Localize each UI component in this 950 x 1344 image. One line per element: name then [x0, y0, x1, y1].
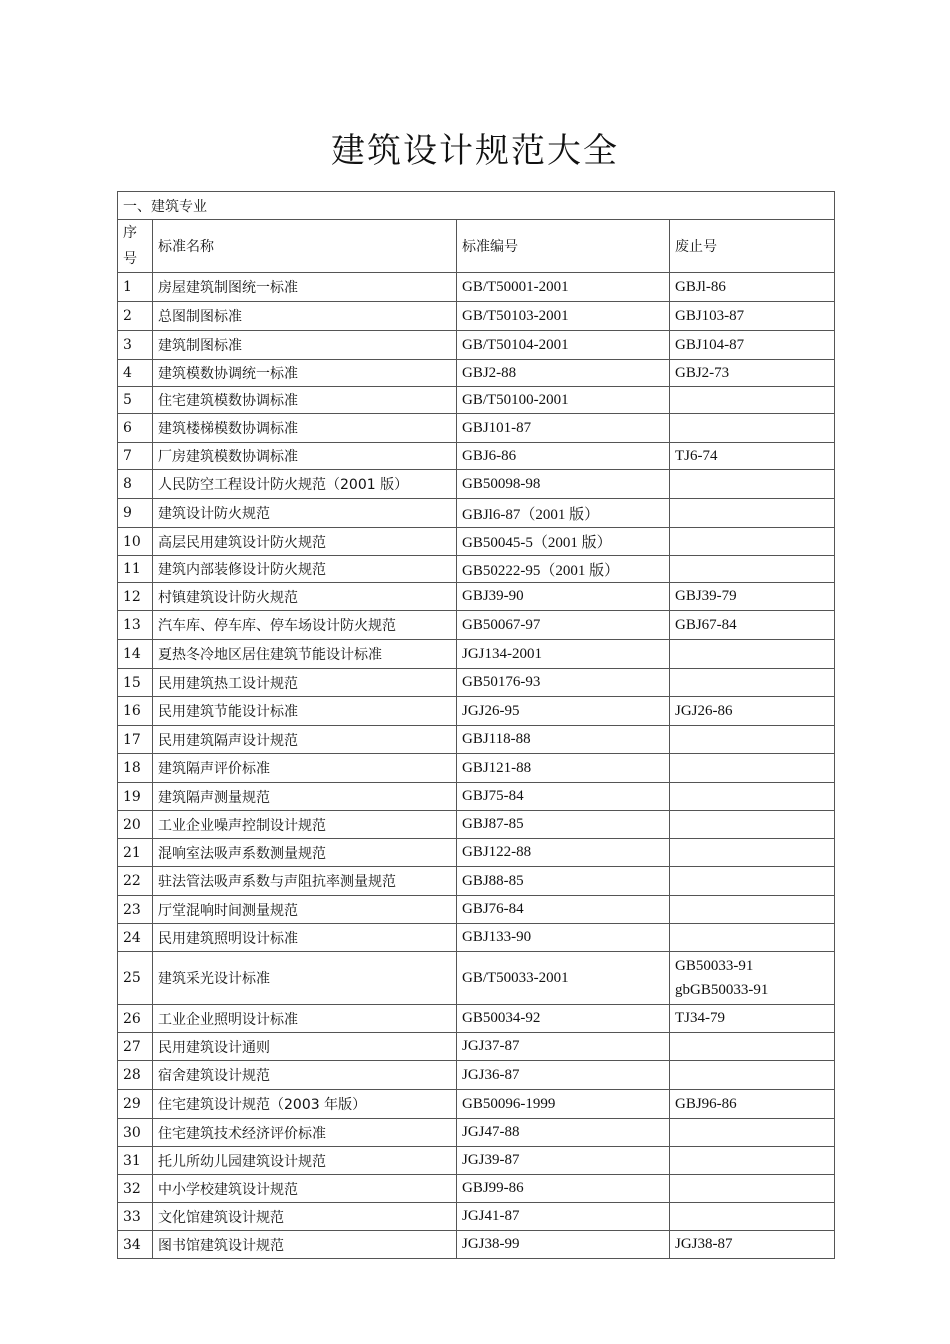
row-no: 15 [118, 669, 153, 697]
row-no: 22 [118, 867, 153, 896]
row-replaced [670, 1061, 835, 1090]
row-code: GB50045-5（2001 版） [457, 528, 670, 556]
row-name: 建筑模数协调统一标准 [153, 360, 457, 387]
table-row [118, 414, 835, 443]
row-replaced [670, 470, 835, 499]
row-replaced [670, 839, 835, 867]
table-row [118, 924, 835, 952]
row-name: 汽车库、停车库、停车场设计防火规范 [153, 611, 457, 640]
row-no: 32 [118, 1175, 153, 1203]
row-replaced [670, 811, 835, 839]
row-no: 4 [118, 360, 153, 387]
row-no: 16 [118, 697, 153, 726]
row-replaced [670, 1119, 835, 1147]
table-row [118, 470, 835, 499]
row-no: 6 [118, 414, 153, 443]
row-replaced [670, 896, 835, 924]
row-replaced [670, 754, 835, 783]
row-no: 33 [118, 1203, 153, 1231]
row-replaced [670, 387, 835, 414]
row-code: GBJ2-88 [457, 360, 670, 387]
table-row [118, 783, 835, 811]
row-replaced [670, 414, 835, 443]
row-replaced: GBJ104-87 [670, 331, 835, 360]
row-no: 7 [118, 443, 153, 470]
row-code: GB50098-98 [457, 470, 670, 499]
table-row [118, 556, 835, 583]
row-no: 30 [118, 1119, 153, 1147]
table-row [118, 1005, 835, 1033]
header-code: 标准编号 [457, 220, 670, 273]
table-row [118, 1119, 835, 1147]
table-row [118, 499, 835, 528]
row-replaced [670, 528, 835, 556]
row-code: JGJ134-2001 [457, 640, 670, 669]
row-name: 工业企业照明设计标准 [153, 1005, 457, 1033]
table-row [118, 443, 835, 470]
row-no: 17 [118, 726, 153, 754]
row-name: 建筑隔声评价标准 [153, 754, 457, 783]
row-code: GBJ87-85 [457, 811, 670, 839]
row-name: 民用建筑节能设计标准 [153, 697, 457, 726]
row-code: GBJl6-87（2001 版） [457, 499, 670, 528]
row-code: GBJ133-90 [457, 924, 670, 952]
row-code: GBJ75-84 [457, 783, 670, 811]
row-replaced: GBJ2-73 [670, 360, 835, 387]
row-name: 建筑采光设计标准 [153, 952, 457, 1005]
row-replaced: JGJ26-86 [670, 697, 835, 726]
row-name: 文化馆建筑设计规范 [153, 1203, 457, 1231]
row-name: 民用建筑设计通则 [153, 1033, 457, 1061]
table-row [118, 896, 835, 924]
table-row [118, 726, 835, 754]
row-code: GBJ88-85 [457, 867, 670, 896]
row-name: 高层民用建筑设计防火规范 [153, 528, 457, 556]
row-no: 34 [118, 1231, 153, 1259]
row-no: 2 [118, 302, 153, 331]
row-code: JGJ37-87 [457, 1033, 670, 1061]
row-name: 住宅建筑模数协调标准 [153, 387, 457, 414]
row-code: JGJ36-87 [457, 1061, 670, 1090]
row-name: 村镇建筑设计防火规范 [153, 583, 457, 611]
row-replaced [670, 640, 835, 669]
row-name: 图书馆建筑设计规范 [153, 1231, 457, 1259]
row-no: 24 [118, 924, 153, 952]
row-replaced [670, 1147, 835, 1175]
header-no: 序号 [118, 220, 153, 273]
row-replaced: TJ34-79 [670, 1005, 835, 1033]
standards-table [117, 191, 835, 1259]
row-replaced: GBJ39-79 [670, 583, 835, 611]
row-code: GB50067-97 [457, 611, 670, 640]
table-row [118, 811, 835, 839]
row-replaced [670, 499, 835, 528]
row-no: 23 [118, 896, 153, 924]
table-row [118, 669, 835, 697]
row-code: GB50034-92 [457, 1005, 670, 1033]
table-row [118, 1175, 835, 1203]
row-name: 住宅建筑技术经济评价标准 [153, 1119, 457, 1147]
section-heading: 一、建筑专业 [118, 192, 835, 220]
row-name: 混响室法吸声系数测量规范 [153, 839, 457, 867]
row-no: 18 [118, 754, 153, 783]
row-name: 建筑隔声测量规范 [153, 783, 457, 811]
row-replaced [670, 1175, 835, 1203]
table-row [118, 331, 835, 360]
row-code: JGJ41-87 [457, 1203, 670, 1231]
row-name: 房屋建筑制图统一标准 [153, 273, 457, 302]
row-replaced [670, 867, 835, 896]
row-no: 8 [118, 470, 153, 499]
table-row [118, 952, 835, 1005]
table-row [118, 387, 835, 414]
section-row [118, 192, 835, 220]
row-no: 10 [118, 528, 153, 556]
row-name: 厂房建筑模数协调标准 [153, 443, 457, 470]
row-no: 1 [118, 273, 153, 302]
row-name: 托儿所幼儿园建筑设计规范 [153, 1147, 457, 1175]
row-replaced: GBJ67-84 [670, 611, 835, 640]
row-replaced: GBJ103-87 [670, 302, 835, 331]
row-name: 建筑制图标准 [153, 331, 457, 360]
row-code: JGJ47-88 [457, 1119, 670, 1147]
row-no: 27 [118, 1033, 153, 1061]
table-row [118, 1090, 835, 1119]
row-name: 中小学校建筑设计规范 [153, 1175, 457, 1203]
row-name: 建筑楼梯模数协调标准 [153, 414, 457, 443]
row-name: 建筑设计防火规范 [153, 499, 457, 528]
row-code: GBJ99-86 [457, 1175, 670, 1203]
table-row [118, 1203, 835, 1231]
row-replaced [670, 924, 835, 952]
page-title: 建筑设计规范大全 [331, 130, 619, 171]
row-replaced: GBJl-86 [670, 273, 835, 302]
row-code: GB/T50001-2001 [457, 273, 670, 302]
table-row [118, 302, 835, 331]
row-no: 13 [118, 611, 153, 640]
table-row [118, 1231, 835, 1259]
table-row [118, 360, 835, 387]
row-code: GB50222-95（2001 版） [457, 556, 670, 583]
row-name: 民用建筑热工设计规范 [153, 669, 457, 697]
row-no: 31 [118, 1147, 153, 1175]
row-no: 11 [118, 556, 153, 583]
row-code: JGJ39-87 [457, 1147, 670, 1175]
row-code: GB50096-1999 [457, 1090, 670, 1119]
row-no: 3 [118, 331, 153, 360]
row-no: 25 [118, 952, 153, 1005]
table-row [118, 697, 835, 726]
row-code: GBJ122-88 [457, 839, 670, 867]
table-row [118, 640, 835, 669]
row-name: 民用建筑隔声设计规范 [153, 726, 457, 754]
row-code: GBJ118-88 [457, 726, 670, 754]
row-code: JGJ38-99 [457, 1231, 670, 1259]
row-name: 建筑内部装修设计防火规范 [153, 556, 457, 583]
row-name: 工业企业噪声控制设计规范 [153, 811, 457, 839]
row-name: 驻法管法吸声系数与声阻抗率测量规范 [153, 867, 457, 896]
row-no: 28 [118, 1061, 153, 1090]
row-no: 21 [118, 839, 153, 867]
row-no: 26 [118, 1005, 153, 1033]
row-code: GB/T50104-2001 [457, 331, 670, 360]
table-row [118, 867, 835, 896]
header-replaced: 废止号 [670, 220, 835, 273]
table-row [118, 1061, 835, 1090]
row-name: 宿舍建筑设计规范 [153, 1061, 457, 1090]
table-row [118, 839, 835, 867]
row-name: 总图制图标准 [153, 302, 457, 331]
standards-table-body [118, 192, 835, 1259]
table-row [118, 1147, 835, 1175]
row-replaced: GB50033-91 gbGB50033-91 [670, 952, 835, 1005]
row-replaced [670, 669, 835, 697]
table-row [118, 754, 835, 783]
row-code: GB/T50103-2001 [457, 302, 670, 331]
table-row [118, 611, 835, 640]
table-row [118, 583, 835, 611]
row-code: GB/T50100-2001 [457, 387, 670, 414]
row-name: 住宅建筑设计规范（2003 年版） [153, 1090, 457, 1119]
table-row [118, 528, 835, 556]
row-no: 14 [118, 640, 153, 669]
table-row [118, 1033, 835, 1061]
row-code: GB50176-93 [457, 669, 670, 697]
row-name: 厅堂混响时间测量规范 [153, 896, 457, 924]
row-name: 夏热冬冷地区居住建筑节能设计标准 [153, 640, 457, 669]
row-code: GBJ101-87 [457, 414, 670, 443]
row-replaced [670, 1033, 835, 1061]
header-row [118, 220, 835, 273]
row-replaced: TJ6-74 [670, 443, 835, 470]
row-no: 12 [118, 583, 153, 611]
row-no: 5 [118, 387, 153, 414]
row-replaced [670, 556, 835, 583]
row-no: 29 [118, 1090, 153, 1119]
row-replaced [670, 783, 835, 811]
row-no: 19 [118, 783, 153, 811]
row-replaced: JGJ38-87 [670, 1231, 835, 1259]
row-code: GBJ39-90 [457, 583, 670, 611]
row-no: 20 [118, 811, 153, 839]
row-code: JGJ26-95 [457, 697, 670, 726]
table-row [118, 273, 835, 302]
row-replaced: GBJ96-86 [670, 1090, 835, 1119]
row-name: 民用建筑照明设计标准 [153, 924, 457, 952]
row-code: GBJ6-86 [457, 443, 670, 470]
row-code: GBJ121-88 [457, 754, 670, 783]
row-code: GB/T50033-2001 [457, 952, 670, 1005]
row-replaced [670, 726, 835, 754]
row-replaced [670, 1203, 835, 1231]
row-name: 人民防空工程设计防火规范（2001 版） [153, 470, 457, 499]
row-code: GBJ76-84 [457, 896, 670, 924]
row-no: 9 [118, 499, 153, 528]
header-name: 标准名称 [153, 220, 457, 273]
